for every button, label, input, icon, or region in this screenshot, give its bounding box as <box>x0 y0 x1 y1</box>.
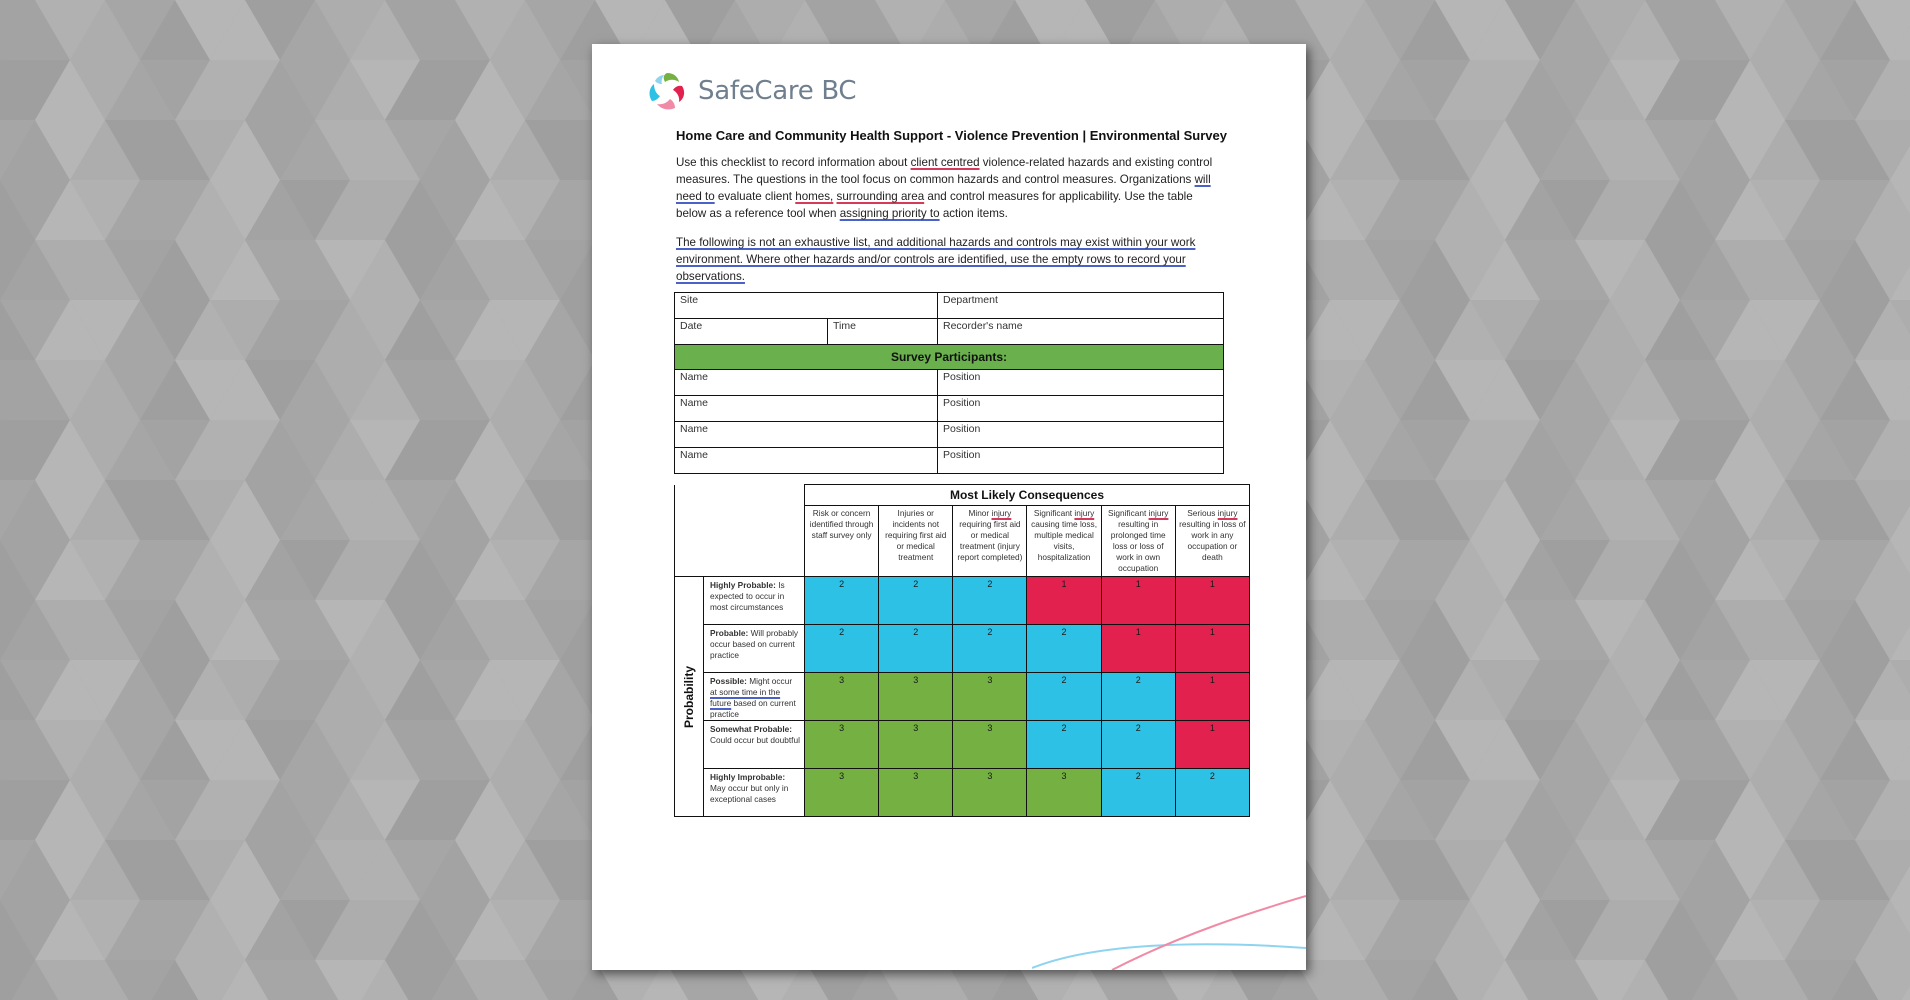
risk-priority-cell: 2 <box>1027 721 1101 769</box>
matrix-row <box>675 673 1250 721</box>
survey-info-table <box>674 292 1224 474</box>
risk-priority-cell: 3 <box>805 673 879 721</box>
consequence-header <box>1175 506 1249 577</box>
consequence-text: requiring first aid or medical treatment (injury report completed) <box>957 519 1023 562</box>
consequence-text: resulting in prolonged time loss or loss of work in own occupation <box>1110 519 1166 573</box>
participant-row <box>675 370 1224 396</box>
consequences-title: Most Likely Consequences <box>805 485 1250 506</box>
participant-name-field[interactable]: Name <box>675 422 938 448</box>
probability-level-text: Highly Improbable: <box>710 772 786 782</box>
consequence-header <box>879 506 953 577</box>
risk-priority-cell: 3 <box>1027 769 1101 817</box>
document-title: Home Care and Community Health Support - Violence Prevention | Environmental Survey <box>676 128 1227 143</box>
risk-priority-cell: 1 <box>1175 625 1249 673</box>
probability-level-text: Might occur <box>746 676 793 686</box>
risk-priority-cell: 2 <box>1175 769 1249 817</box>
note-paragraph <box>676 234 1224 285</box>
consequence-text: injury <box>1148 508 1169 518</box>
probability-level-text: Somewhat Probable: <box>710 724 793 734</box>
consequence-text: Significant <box>1033 508 1075 518</box>
risk-priority-cell: 1 <box>1027 577 1101 625</box>
participant-position-field[interactable]: Position <box>938 370 1224 396</box>
intro-text: evaluate client <box>714 190 796 203</box>
probability-level-label <box>704 673 805 721</box>
probability-level-text: Could occur but doubtful <box>710 735 800 745</box>
risk-priority-cell: 3 <box>805 769 879 817</box>
risk-priority-cell: 3 <box>953 673 1027 721</box>
probability-level-text: May occur but only in exceptional cases <box>710 783 789 804</box>
probability-level-text: based on current practice <box>710 698 796 719</box>
probability-level-label <box>704 721 805 769</box>
intro-text: assigning priority to <box>839 207 940 220</box>
document-page <box>592 44 1306 970</box>
risk-priority-cell: 3 <box>805 721 879 769</box>
probability-level-text: Will probably occur based on current practice <box>710 628 799 660</box>
consequence-text: injury <box>1074 508 1095 518</box>
consequence-text: Serious <box>1187 508 1218 518</box>
brand-name: SafeCare BC <box>698 76 857 106</box>
consequence-header <box>1027 506 1101 577</box>
risk-priority-cell: 2 <box>953 577 1027 625</box>
probability-level-label <box>704 769 805 817</box>
consequence-text: injury <box>991 508 1012 518</box>
participant-row <box>675 422 1224 448</box>
risk-priority-cell: 2 <box>879 625 953 673</box>
decorative-curves <box>1032 894 1306 970</box>
site-field[interactable]: Site <box>675 293 938 319</box>
probability-level-text: Possible: <box>710 676 747 686</box>
risk-priority-cell: 3 <box>879 769 953 817</box>
department-field[interactable]: Department <box>938 293 1224 319</box>
matrix-row <box>675 721 1250 769</box>
probability-level-text: Is expected to occur in most circumstances <box>710 580 785 612</box>
consequence-header <box>805 506 879 577</box>
consequence-text: Injuries or incidents not requiring first aid or medical treatment <box>885 508 947 562</box>
note-text: The following is not an exhaustive list, and additional hazards and controls may exist within your work environment. Where other hazards and/or controls are identified, use the empty rows to record your observations. <box>676 236 1196 283</box>
consequence-text: Minor <box>968 508 992 518</box>
probability-axis-label <box>675 577 704 817</box>
consequence-text: injury <box>1217 508 1238 518</box>
participant-position-field[interactable]: Position <box>938 396 1224 422</box>
risk-priority-cell: 1 <box>1101 577 1175 625</box>
risk-priority-cell: 1 <box>1175 673 1249 721</box>
risk-priority-cell: 3 <box>953 769 1027 817</box>
probability-label-text: Probability <box>682 665 696 728</box>
participant-name-field[interactable]: Name <box>675 448 938 474</box>
intro-text: homes, <box>795 190 834 203</box>
risk-priority-cell: 2 <box>879 577 953 625</box>
probability-level-label <box>704 577 805 625</box>
participant-row <box>675 448 1224 474</box>
intro-text: Use this checklist to record information about <box>676 156 911 169</box>
risk-priority-cell: 2 <box>1101 673 1175 721</box>
risk-priority-cell: 1 <box>1175 577 1249 625</box>
intro-text: violence-related hazards and existing control measures. The questions in the tool focus on common hazards and control measures. Organizations <box>676 156 1213 186</box>
matrix-row <box>675 625 1250 673</box>
risk-priority-cell: 2 <box>805 577 879 625</box>
risk-priority-cell: 3 <box>879 721 953 769</box>
safecare-logo-icon <box>644 68 690 114</box>
participant-position-field[interactable]: Position <box>938 422 1224 448</box>
intro-text: client centred <box>910 156 980 169</box>
time-field[interactable]: Time <box>828 319 938 345</box>
consequence-header <box>953 506 1027 577</box>
matrix-row <box>675 769 1250 817</box>
probability-level-text: at some time in the future <box>710 687 781 708</box>
intro-text: and control measures for applicability. Use the table below as a reference tool when <box>676 190 1193 220</box>
probability-level-text: Probable: <box>710 628 749 638</box>
risk-priority-cell: 2 <box>953 625 1027 673</box>
participant-row <box>675 396 1224 422</box>
safecare-logo <box>644 66 856 116</box>
participant-name-field[interactable]: Name <box>675 396 938 422</box>
probability-level-label <box>704 625 805 673</box>
risk-priority-cell: 2 <box>1101 769 1175 817</box>
participant-name-field[interactable]: Name <box>675 370 938 396</box>
intro-text: surrounding area <box>836 190 925 203</box>
matrix-row <box>675 577 1250 625</box>
consequence-text: causing time loss, multiple medical visits, hospitalization <box>1031 519 1098 562</box>
risk-matrix <box>674 484 1250 817</box>
risk-priority-cell: 2 <box>1101 721 1175 769</box>
consequence-header <box>1101 506 1175 577</box>
participant-position-field[interactable]: Position <box>938 448 1224 474</box>
intro-text: will need to <box>676 173 1211 203</box>
participants-header: Survey Participants: <box>675 345 1224 370</box>
recorder-field[interactable]: Recorder's name <box>938 319 1224 345</box>
risk-priority-cell: 1 <box>1175 721 1249 769</box>
risk-priority-cell: 2 <box>1027 625 1101 673</box>
risk-priority-cell: 2 <box>805 625 879 673</box>
date-field[interactable]: Date <box>675 319 828 345</box>
risk-priority-cell: 3 <box>953 721 1027 769</box>
consequence-text: Significant <box>1107 508 1149 518</box>
consequence-text: resulting in loss of work in any occupation or death <box>1179 519 1246 562</box>
risk-priority-cell: 2 <box>1027 673 1101 721</box>
probability-level-text: Highly Probable: <box>710 580 776 590</box>
risk-priority-cell: 1 <box>1101 625 1175 673</box>
intro-paragraph <box>676 154 1224 222</box>
risk-priority-cell: 3 <box>879 673 953 721</box>
intro-text: action items. <box>939 207 1008 220</box>
consequence-text: Risk or concern identified through staff survey only <box>809 508 874 540</box>
